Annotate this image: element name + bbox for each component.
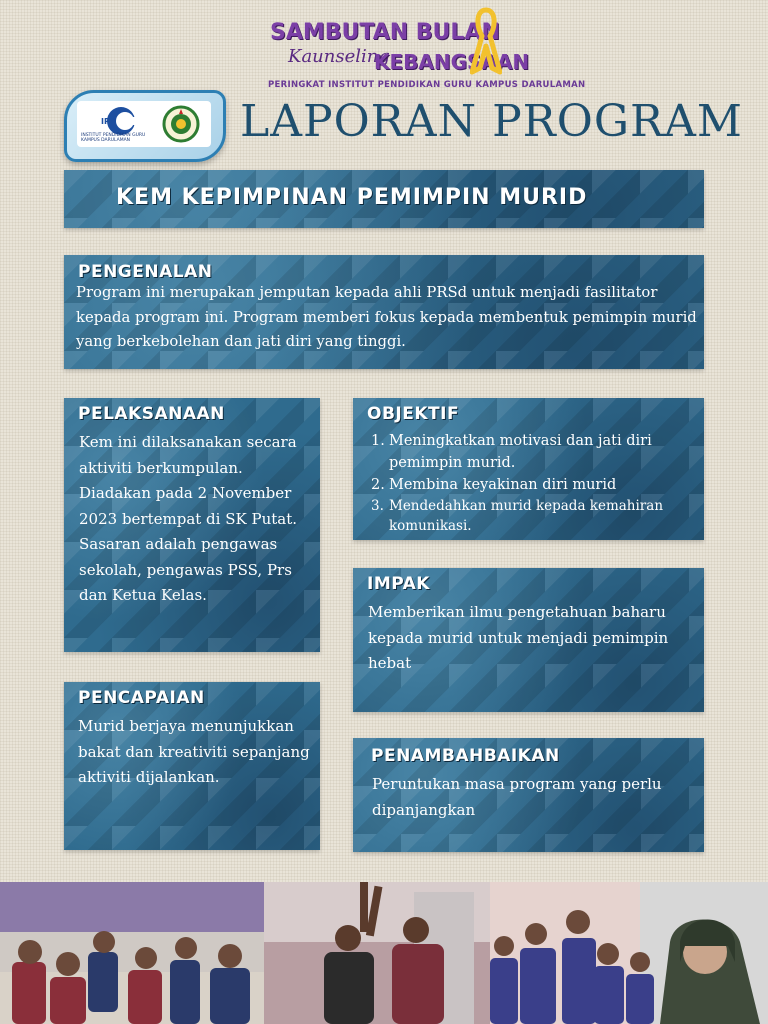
objektif-section: [353, 398, 704, 540]
objektif-item-text: Mendedahkan murid kepada kemahiran komunikasi.: [389, 498, 664, 534]
penambahbaikan-body: Peruntukan masa program yang perlu dipanjangkan: [372, 775, 662, 819]
ipg-caption-line2: KAMPUS DARULAMAN: [81, 138, 131, 143]
event-title-script: Kaunseling: [288, 46, 390, 67]
event-banner: [262, 6, 586, 94]
pengenalan-heading: PENGENALAN: [78, 262, 213, 282]
pengenalan-section: [64, 255, 704, 369]
pencapaian-body: Murid berjaya menunjukkan bakat dan kreativiti sepanjang aktiviti dijalankan.: [78, 717, 310, 786]
objektif-heading: OBJEKTIF: [367, 404, 460, 424]
penambahbaikan-heading: PENAMBAHBAIKAN: [371, 746, 560, 766]
pencapaian-heading: PENCAPAIAN: [78, 688, 205, 708]
objektif-item-number: 3.: [371, 498, 384, 514]
logo-badge: [64, 90, 226, 162]
pelaksanaan-body: Kem ini dilaksanakan secara aktiviti berkumpulan. Diadakan pada 2 November 2023 bertempat di SK Putat. Sasaran adalah pengawas sekolah, pengawas PSS, Prs dan Ketua Kelas.: [79, 433, 297, 604]
activity-photo-1: [0, 882, 264, 1024]
program-title-banner: [64, 170, 704, 228]
penambahbaikan-section: [353, 738, 704, 852]
objektif-item-number: 2.: [371, 477, 385, 493]
pengenalan-body: Program ini merupakan jemputan kepada ahli PRSd untuk menjadi fasilitator kepada program ini. Program memberi fokus kepada membentuk pemimpin murid yang berkebolehan dan jati diri yang tinggi.: [76, 284, 697, 350]
objektif-item-number: 1.: [371, 433, 385, 449]
report-title: LAPORAN PROGRAM: [240, 96, 743, 147]
objektif-list: [371, 430, 693, 536]
impak-body: Memberikan ilmu pengetahuan baharu kepada murid untuk menjadi pemimpin hebat: [368, 603, 669, 672]
activity-photo-2-image: [264, 882, 490, 1024]
program-title: KEM KEPIMPINAN PEMIMPIN MURID: [116, 185, 588, 210]
campus-crest-icon: [161, 105, 201, 143]
event-title-line2: KEBANGSAAN: [374, 50, 530, 74]
awareness-ribbon-icon: [470, 6, 502, 78]
event-title-line1: SAMBUTAN BULAN: [270, 20, 500, 45]
event-subtitle: PERINGKAT INSTITUT PENDIDIKAN GURU KAMPUS DARULAMAN: [268, 80, 586, 90]
ipg-caption-line1: INSTITUT PENDIDIKAN GURU: [81, 133, 146, 138]
activity-photo-3: [490, 882, 768, 1024]
objektif-item: [371, 430, 693, 474]
ipg-logo-text: IPG: [101, 117, 117, 126]
pencapaian-section: [64, 682, 320, 850]
ipg-caption: [81, 133, 145, 143]
logo-panel: [77, 101, 211, 147]
activity-photo-2: [264, 882, 490, 1024]
impak-section: [353, 568, 704, 712]
pelaksanaan-heading: PELAKSANAAN: [78, 404, 225, 424]
pelaksanaan-section: [64, 398, 320, 652]
objektif-item-text: Meningkatkan motivasi dan jati diri pemimpin murid.: [389, 433, 652, 471]
activity-photo-3-image: [490, 882, 768, 1024]
objektif-item-text: Membina keyakinan diri murid: [389, 477, 617, 493]
objektif-item: [371, 496, 693, 536]
activity-photo-1-image: [0, 882, 264, 1024]
objektif-item: [371, 474, 693, 496]
impak-heading: IMPAK: [367, 574, 430, 594]
